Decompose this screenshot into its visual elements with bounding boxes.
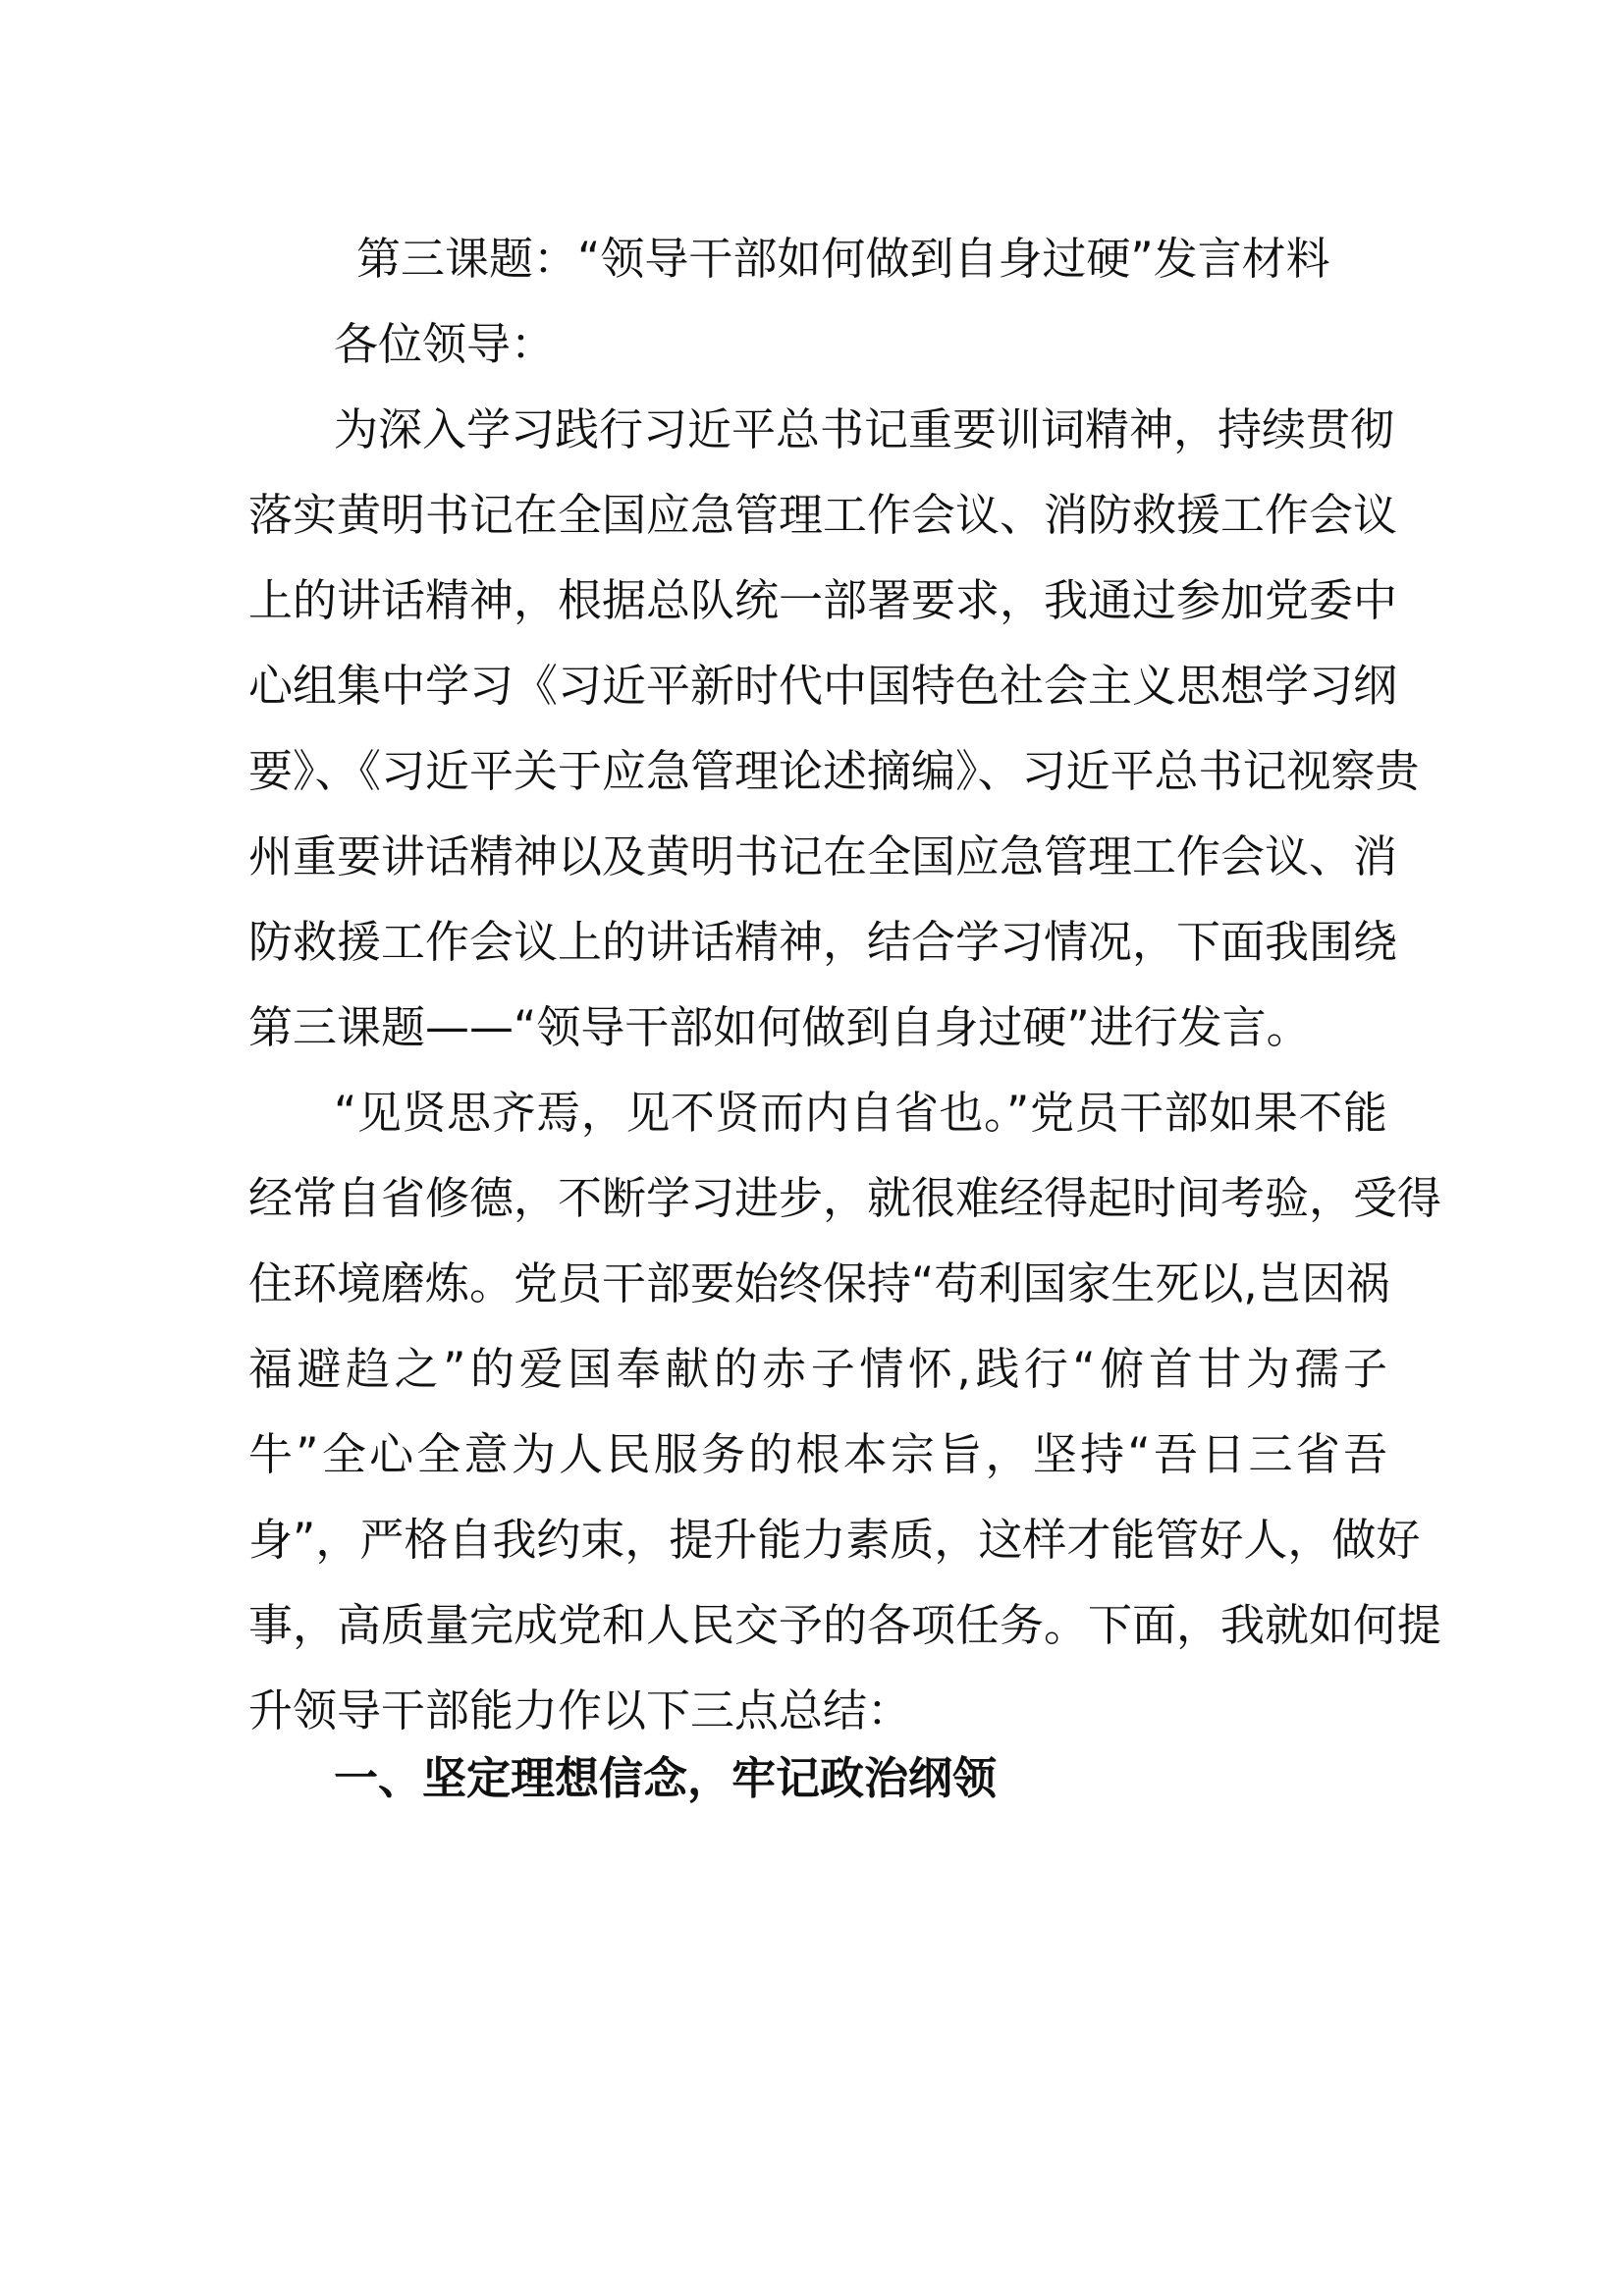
paragraph-line: 升领导干部能力作以下三点总结： bbox=[248, 1684, 912, 1736]
paragraph-line: 第三课题——“领导干部如何做到自身过硬”进行发言。 bbox=[248, 1001, 1311, 1053]
paragraph-line: 州重要讲话精神以及黄明书记在全国应急管理工作会议、消 bbox=[248, 830, 1398, 882]
section-heading: 一、坚定理想信念，牢记政治纲领 bbox=[334, 1752, 998, 1804]
paragraph-line: 经常自省修德，不断学习进步，就很难经得起时间考验，受得 bbox=[248, 1172, 1442, 1224]
paragraph-line: 要》、《习近平关于应急管理论述摘编》、习近平总书记视察贵 bbox=[248, 745, 1420, 797]
document-title: 第三课题：“领导干部如何做到自身过硬”发言材料 bbox=[356, 233, 1330, 285]
paragraph-line: 防救援工作会议上的讲话精神，结合学习情况，下面我围绕 bbox=[248, 916, 1398, 968]
paragraph-line: 福避趋之”的爱国奉献的赤子情怀,践行“俯首甘为孺子 bbox=[248, 1343, 1387, 1395]
paragraph-line: 住环境磨炼。党员干部要始终保持“苟利国家生死以,岂因祸 bbox=[248, 1257, 1390, 1309]
salutation: 各位领导： bbox=[334, 318, 556, 370]
paragraph-line: 身”，严格自我约束，提升能力素质，这样才能管好人，做好 bbox=[248, 1514, 1421, 1566]
paragraph-line: 为深入学习践行习近平总书记重要训词精神，持续贯彻 bbox=[334, 403, 1395, 455]
paragraph-line: 事，高质量完成党和人民交予的各项任务。下面，我就如何提 bbox=[248, 1599, 1442, 1651]
paragraph-line: 牛”全心全意为人民服务的根本宗旨，坚持“吾日三省吾 bbox=[248, 1428, 1387, 1480]
paragraph-line: 心组集中学习《习近平新时代中国特色社会主义思想学习纲 bbox=[248, 660, 1398, 712]
paragraph-line: 落实黄明书记在全国应急管理工作会议、消防救援工作会议 bbox=[248, 489, 1398, 541]
paragraph-line: “见贤思齐焉，见不贤而内自省也。”党员干部如果不能 bbox=[334, 1087, 1387, 1139]
paragraph-line: 上的讲话精神，根据总队统一部署要求，我通过参加党委中 bbox=[248, 574, 1398, 626]
